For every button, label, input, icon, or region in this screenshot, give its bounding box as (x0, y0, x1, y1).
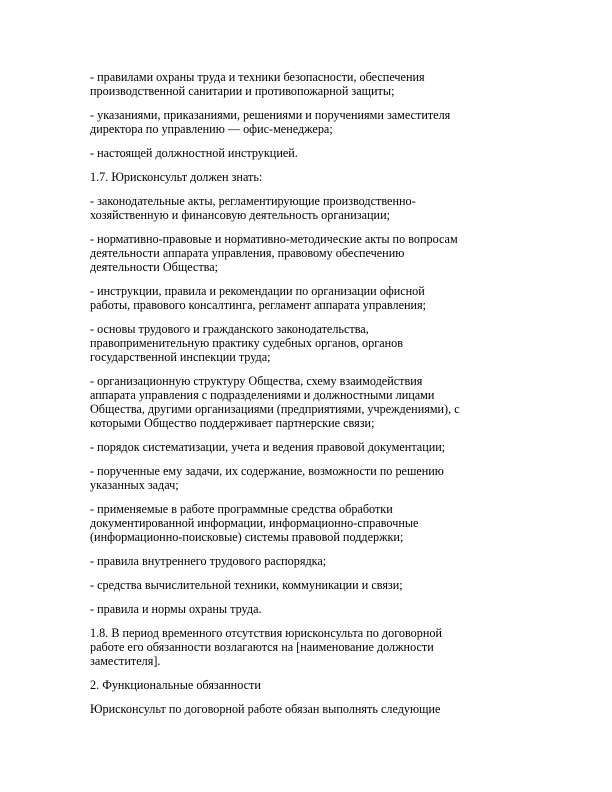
paragraph (90, 194, 525, 222)
paragraph (90, 322, 525, 364)
document-page (90, 70, 525, 726)
text-line: - порученные ему задачи, их содержание, возможности по решению (90, 464, 444, 478)
text-line: указанных задач; (90, 478, 179, 492)
text-line: - правила внутреннего трудового распорядка; (90, 554, 327, 568)
text-line: - правилами охраны труда и техники безопасности, обеспечения (90, 70, 425, 84)
text-line: которыми Общество поддерживает партнерские связи; (90, 416, 375, 430)
document-body (90, 70, 525, 716)
paragraph (90, 232, 525, 274)
paragraph (90, 170, 525, 184)
text-line: 1.7. Юрисконсульт должен знать: (90, 170, 263, 184)
text-line: - законодательные акты, регламентирующие производственно- (90, 194, 416, 208)
text-line: документированной информации, информационно-справочные (90, 516, 419, 530)
text-line: - инструкции, правила и рекомендации по организации офисной (90, 284, 425, 298)
paragraph (90, 554, 525, 568)
text-line: правоприменительную практику судебных органов, органов (90, 336, 404, 350)
text-line: заместителя]. (90, 654, 161, 668)
text-line: - указаниями, приказаниями, решениями и поручениями заместителя (90, 108, 451, 122)
paragraph (90, 70, 525, 98)
text-line: директора по управлению — офис-менеджера; (90, 122, 333, 136)
paragraph (90, 374, 525, 430)
text-line: - основы трудового и гражданского законодательства, (90, 322, 369, 336)
paragraph (90, 626, 525, 668)
paragraph (90, 440, 525, 454)
text-line: деятельности аппарата управления, правовому обеспечению (90, 246, 405, 260)
paragraph (90, 502, 525, 544)
text-line: деятельности Общества; (90, 260, 219, 274)
paragraph (90, 108, 525, 136)
text-line: производственной санитарии и противопожарной защиты; (90, 84, 395, 98)
text-line: государственной инспекции труда; (90, 350, 271, 364)
text-line: - настоящей должностной инструкцией. (90, 146, 298, 160)
paragraph (90, 578, 525, 592)
text-line: - нормативно-правовые и нормативно-методические акты по вопросам (90, 232, 458, 246)
text-line: Юрисконсульт по договорной работе обязан выполнять следующие (90, 702, 441, 716)
text-line: 1.8. В период временного отсутствия юрисконсульта по договорной (90, 626, 442, 640)
text-line: хозяйственную и финансовую деятельность организации; (90, 208, 390, 222)
paragraph (90, 284, 525, 312)
text-line: - применяемые в работе программные средства обработки (90, 502, 393, 516)
text-line: - средства вычислительной техники, коммуникации и связи; (90, 578, 403, 592)
paragraph (90, 678, 525, 692)
text-line: - порядок систематизации, учета и ведения правовой документации; (90, 440, 446, 454)
paragraph (90, 702, 525, 716)
paragraph (90, 146, 525, 160)
paragraph (90, 464, 525, 492)
text-line: Общества, другими организациями (предприятиями, учреждениями), с (90, 402, 460, 416)
text-line: - правила и нормы охраны труда. (90, 602, 262, 616)
paragraph (90, 602, 525, 616)
text-line: - организационную структуру Общества, схему взаимодействия (90, 374, 423, 388)
text-line: работы, правового консалтинга, регламент аппарата управления; (90, 298, 427, 312)
text-line: работе его обязанности возлагаются на [наименование должности (90, 640, 434, 654)
text-line: аппарата управления с подразделениями и должностными лицами (90, 388, 435, 402)
text-line: 2. Функциональные обязанности (90, 678, 261, 692)
text-line: (информационно-поисковые) системы правовой поддержки; (90, 530, 404, 544)
